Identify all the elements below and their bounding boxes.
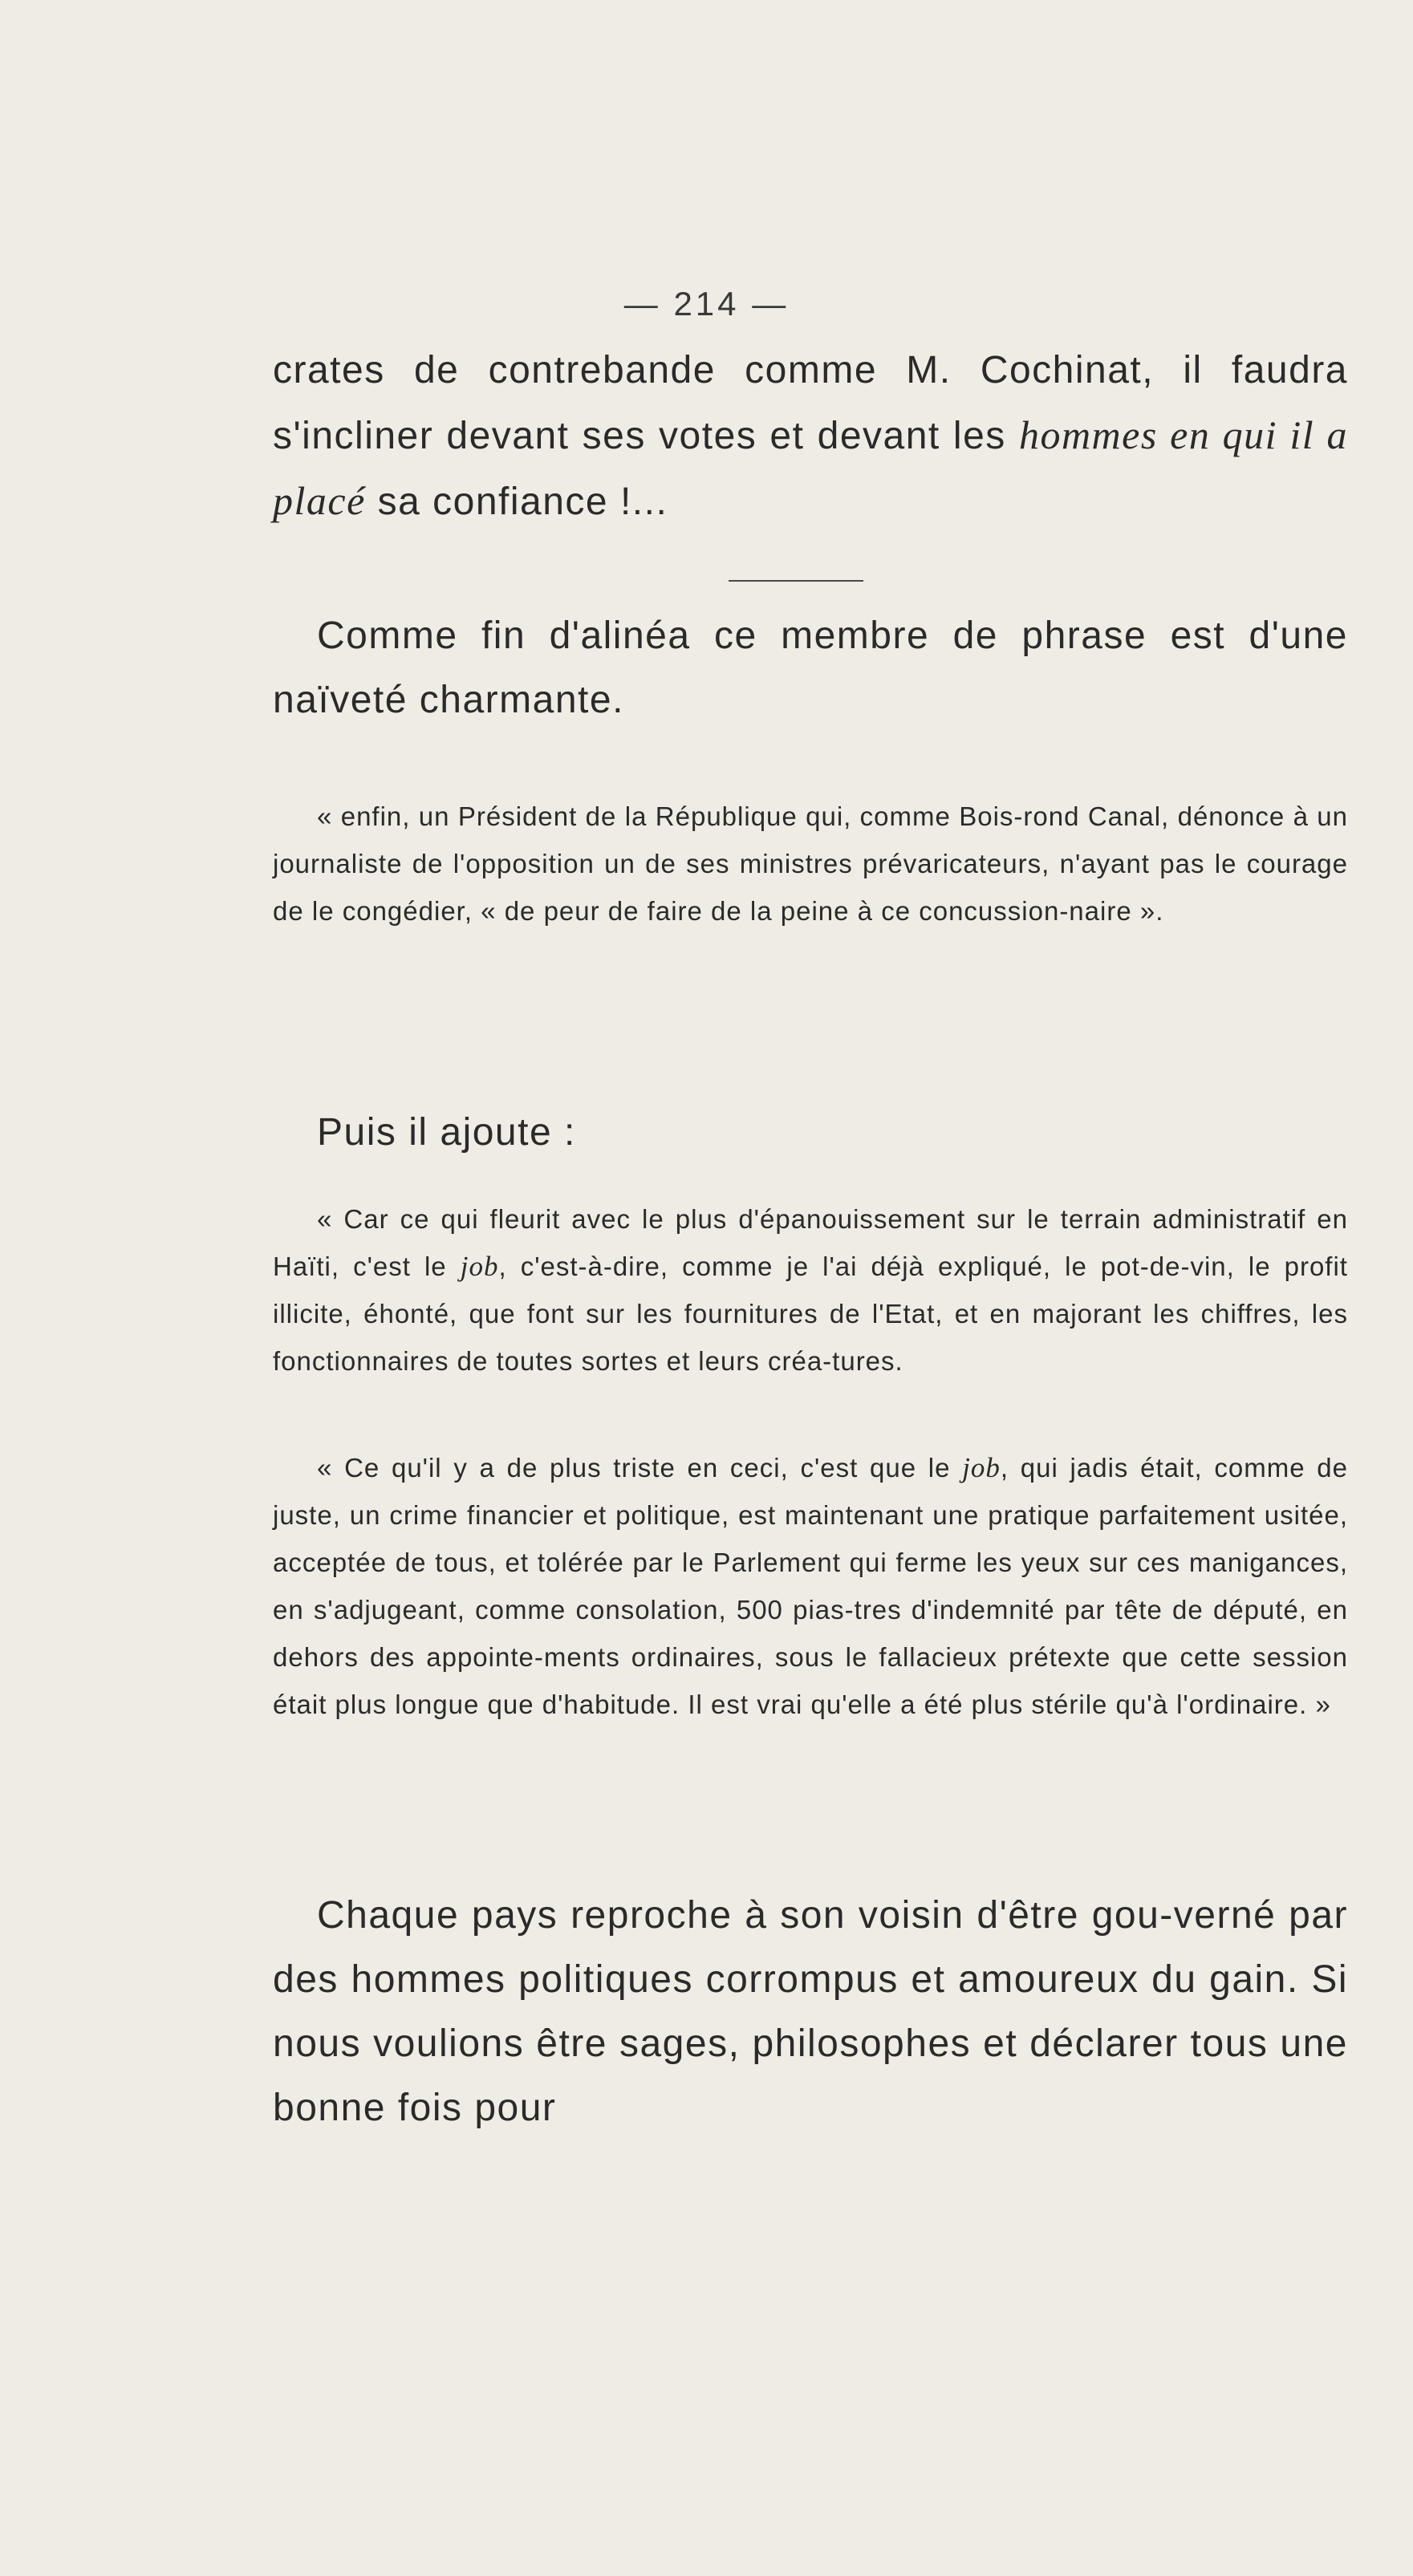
paragraph-continuation	[273, 339, 1348, 534]
italic-word: job	[962, 1452, 1001, 1483]
paragraph-comment	[273, 604, 1348, 732]
quote-text: « Car ce qui fleurit avec le plus d'épanouissement sur le terrain administratif en Haïti, c'est le	[273, 1204, 1348, 1281]
paragraph-text: Puis il ajoute :	[317, 1111, 576, 1154]
quote-block-1	[273, 793, 1348, 935]
quote-block-2	[273, 1195, 1348, 1385]
paragraph-transition	[273, 1101, 1348, 1165]
quote-text: « enfin, un Président de la République qui, comme Bois-rond Canal, dénonce à un journaliste de l'opposition un de ses ministres prévaricateurs, n'ayant pas le courage de le congédier, « de peur de faire de la peine à ce concussion-naire ».	[273, 801, 1348, 926]
italic-word: job	[460, 1251, 499, 1282]
paragraph-text-end: sa confiance !...	[365, 481, 668, 523]
quote-text-end: , qui jadis était, comme de juste, un crime financier et politique, est maintenant une pratique parfaitement usitée, acceptée de tous, et tolérée par le Parlement qui ferme les yeux sur ces manigances, en s'adjugeant, comme consolation, 500 pias-tres d'indemnité par tête de député, en dehors des appointe-ments ordinaires, sous le fallacieux prétexte que cette session était plus longue que d'habitude. Il est vrai qu'elle a été plus stérile qu'à l'ordinaire. »	[273, 1453, 1348, 1719]
italic-phrase: hommes en qui il a placé	[273, 412, 1349, 523]
paragraph-text: crates de contrebande comme M. Cochinat, il faudra s'incliner devant ses votes et devant les	[273, 349, 1348, 457]
quote-block-3	[273, 1444, 1348, 1728]
quote-text-end: , c'est-à-dire, comme je l'ai déjà expliqué, le pot-de-vin, le profit illicite, éhonté, que font sur les fournitures de l'Etat, et en majorant les chiffres, les fonctionnaires de toutes sortes et leurs créa-tures.	[273, 1251, 1348, 1376]
paragraph-text: Chaque pays reproche à son voisin d'être gou-verné par des hommes politiques corrompus et amoureux du gain. Si nous voulions être sages, philosophes et déclarer tous une bonne fois pour	[273, 1894, 1348, 2129]
page-number: — 214 —	[623, 285, 790, 323]
section-divider	[729, 580, 863, 582]
quote-text: « Ce qu'il y a de plus triste en ceci, c'est que le	[317, 1453, 963, 1483]
paragraph-final	[273, 1884, 1348, 2140]
paragraph-text: Comme fin d'alinéa ce membre de phrase est d'une naïveté charmante.	[273, 615, 1348, 721]
